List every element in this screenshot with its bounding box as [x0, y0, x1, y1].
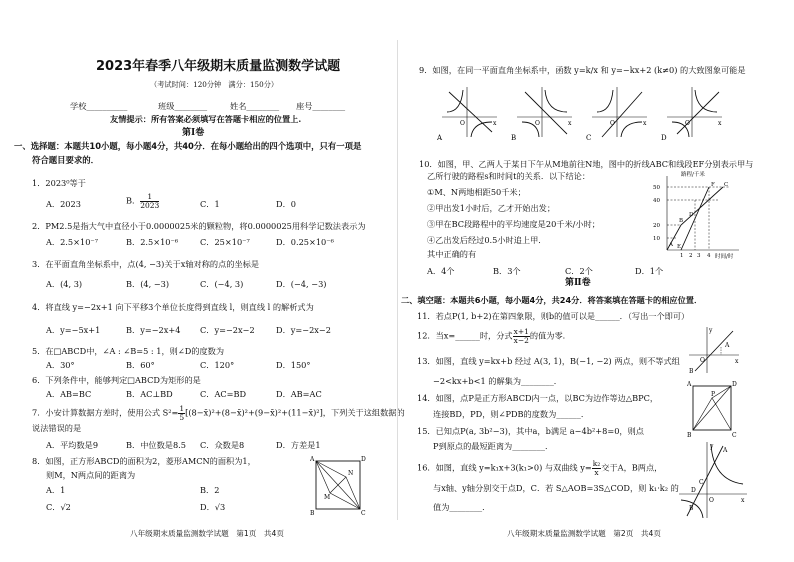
svg-text:B: B: [687, 432, 692, 438]
q4-a: A．y=−5x+1: [46, 325, 101, 335]
q3-a: A．(4, 3): [46, 279, 83, 289]
q1-a: A．2023: [46, 199, 81, 209]
q7-b: B．中位数是8.5: [126, 440, 186, 450]
svg-text:O: O: [610, 120, 615, 127]
svg-text:C: C: [724, 182, 729, 188]
svg-text:A: A: [723, 447, 728, 454]
svg-text:40: 40: [653, 198, 660, 204]
svg-text:2: 2: [689, 253, 693, 259]
notice: 友情提示：所有答案必须填写在答题卡相应的位置上.: [110, 114, 302, 124]
q5-c: C．120°: [200, 360, 235, 370]
svg-text:A: A: [725, 342, 730, 349]
part2-title: 第Ⅱ卷: [565, 278, 591, 288]
q4-c: C．y=−2x−2: [200, 325, 255, 335]
q9-opt-d: D: [661, 134, 667, 142]
svg-text:1: 1: [680, 253, 684, 259]
q4-d: D．y=−2x−2: [276, 325, 331, 335]
q13-figure: [687, 325, 742, 375]
q9-graphs: [437, 82, 737, 142]
svg-text:10: 10: [653, 236, 660, 242]
q1-stem: 1．2023⁰等于: [32, 178, 86, 188]
q2-c: C．25×10⁻⁷: [200, 237, 250, 247]
svg-text:B: B: [689, 505, 694, 512]
q8-stem-2: 则M，N两点间的距离为: [46, 470, 136, 480]
svg-text:x: x: [718, 120, 722, 127]
q10-c: C．2个: [565, 266, 593, 276]
q11: 11．若点P(1, b+2)在第四象限，则b的值可以是______．（写出一个即可）: [417, 311, 690, 321]
footer-left: 八年级期末质量监测数学试题 第1页 共4页: [130, 529, 284, 538]
label-B: B: [310, 510, 315, 517]
q5-d: D．150°: [276, 360, 311, 370]
svg-text:4: 4: [707, 253, 711, 259]
q10-a: A．4个: [427, 266, 455, 276]
q16-line-1: 16．如图，直线 y=k₁x+3(k₁>0) 与双曲线 y= $\frac{\text{k₂}}{x}$ 交于A，B两点，: [417, 459, 663, 477]
q8-a: A．1: [46, 485, 66, 495]
q2-d: D．0.25×10⁻⁶: [276, 237, 334, 247]
q6-b: B．AC⊥BD: [126, 389, 173, 399]
svg-text:x: x: [741, 497, 745, 504]
q14-line-1: 14．如图，点P是正方形ABCD内一点，以BC为边作等边△BPC，: [417, 393, 659, 403]
q12: 12．当x=______时，分式 $\frac{x+1}{x-2}$ 的值为零．: [417, 327, 571, 345]
q7-c: C．众数是8: [200, 440, 245, 450]
svg-text:x: x: [568, 120, 572, 127]
q7-stem: 7．小安计算数据方差时，使用公式 S²= $\frac{1}{5}$ [(8−x̄)²+(8−x̄)²+(9−x̄)²+(11−x̄)²]，下列关于这组数据的: [32, 404, 405, 422]
q2-a: A．2.5×10⁻⁷: [46, 237, 99, 247]
q10-item-2: ②甲出发1小时后，乙才开始出发；: [427, 203, 556, 213]
svg-text:时间/时: 时间/时: [715, 254, 734, 260]
q9-graph-b: [517, 87, 572, 137]
q10-item-4: ④乙出发后经过0.5小时追上甲．: [427, 235, 547, 245]
q9-opt-c: C: [586, 134, 592, 142]
svg-text:D: D: [732, 381, 737, 388]
svg-text:D: D: [691, 487, 696, 494]
q6-c: C．AC=BD: [200, 389, 247, 399]
q4-stem: 4．将直线 y=−2x+1 向下平移3个单位长度得到直线 l，则直线 l 的解析式为: [32, 302, 314, 312]
svg-text:C: C: [732, 432, 737, 438]
q9-graph-c: [592, 87, 647, 137]
q10-item-3: ③甲在BC段路程中的平均速度是20千米/小时；: [427, 219, 600, 229]
q9-stem: 9．如图，在同一平面直角坐标系中，函数 y=k/x 和 y=−kx+2 (k≠0) 的大致图象可能是: [419, 65, 746, 75]
q3-b: B．(4, −3): [126, 279, 170, 289]
label-N: N: [348, 470, 354, 477]
label-C: C: [361, 510, 366, 517]
q7-a: A．平均数是9: [46, 440, 99, 450]
svg-text:x: x: [493, 120, 497, 127]
q5-stem: 5．在□ABCD中，∠A : ∠B=5 : 1，则∠D的度数为: [32, 346, 225, 356]
section1-title-1: 一、选择题：本题共10小题，每小题4分，共40分．在每小题给出的四个选项中，只有一项是: [14, 141, 362, 151]
q6-stem: 6．下列条件中，能够判定□ABCD为矩形的是: [32, 375, 201, 385]
q1-d: D．0: [276, 199, 296, 209]
svg-text:A: A: [687, 381, 692, 388]
q9-graph-a: [442, 87, 497, 137]
q10-b: B．3个: [493, 266, 521, 276]
svg-text:O: O: [460, 120, 465, 127]
svg-text:x: x: [735, 358, 739, 365]
q6-a: A．AB=BC: [46, 389, 92, 399]
svg-text:20: 20: [653, 223, 660, 229]
svg-text:B: B: [679, 218, 684, 224]
svg-text:O: O: [709, 497, 714, 504]
q16-line-3: 值为________．: [433, 502, 491, 512]
svg-text:O: O: [700, 357, 705, 364]
q8-figure: [310, 455, 366, 517]
svg-text:C: C: [699, 479, 704, 486]
svg-text:P: P: [711, 391, 716, 398]
svg-text:O: O: [535, 120, 540, 127]
q10-graph: [649, 170, 745, 260]
q5-b: B．60°: [126, 360, 155, 370]
q10-stem-3: 其中正确的有: [427, 249, 477, 259]
q10-stem-2: 乙所行驶的路程s和时间t的关系．以下结论：: [427, 171, 591, 181]
q10-d: D．1个: [635, 266, 664, 276]
q16-line-2: 与x轴、y轴分别交于点D，C．若 S△AOB=3S△COD，则 k₁·k₂ 的: [433, 483, 679, 493]
page-2: [397, 0, 794, 562]
svg-text:E: E: [677, 244, 682, 250]
q9-opt-a: A: [437, 134, 443, 142]
q6-d: D．AB=AC: [276, 389, 322, 399]
svg-text:y: y: [710, 443, 714, 450]
field-name: 姓名________: [230, 101, 280, 111]
q14-line-2: 连接BD，PD，则∠PDB的度数为______．: [433, 409, 590, 419]
field-class: 班级________: [158, 101, 208, 111]
svg-text:路程/千米: 路程/千米: [681, 172, 705, 178]
q1-c: C．1: [200, 199, 220, 209]
q9-graph-d: [667, 87, 722, 137]
svg-text:x: x: [643, 120, 647, 127]
q8-b: B．2: [200, 485, 220, 495]
q13-line-1: 13．如图，直线 y=kx+b 经过 A(3, 1)，B(−1, −2) 两点，则不等式组: [417, 356, 680, 366]
q7-d: D．方差是1: [276, 440, 321, 450]
q15-line-1: 15．已知点P(a, 3b²−3)，其中a，b满足 a−4b²+8=0，则点: [417, 426, 644, 436]
svg-text:B: B: [689, 368, 694, 375]
q8-d: D．√3: [200, 502, 226, 512]
q2-b: B．2.5×10⁻⁶: [126, 237, 179, 247]
svg-text:A: A: [669, 242, 673, 248]
q15-line-2: P到原点的最短距离为________．: [433, 441, 554, 451]
q3-c: C．(−4, 3): [200, 279, 244, 289]
svg-text:y: y: [709, 327, 713, 334]
page-divider: [397, 40, 398, 520]
svg-text:F: F: [711, 182, 715, 188]
q3-d: D．(−4, −3): [276, 279, 327, 289]
q5-a: A．30°: [46, 360, 75, 370]
q2-stem: 2．PM2.5是指大气中直径小于0.0000025米的颗粒物，将0.0000025用科学记数法表示为: [32, 221, 366, 231]
q4-b: B．y=−2x+4: [126, 325, 181, 335]
label-M: M: [324, 494, 331, 501]
section1-title-2: 符合题目要求的．: [32, 155, 99, 165]
q10-stem-1: 10．如图，甲、乙两人于某日下午从M地前往N地，图中的折线ABC和线段EF分别表示甲与: [419, 159, 754, 169]
part1-title: 第Ⅰ卷: [182, 128, 205, 138]
q10-item-1: ①M、N两地相距50千米；: [427, 187, 526, 197]
section2-title: 二、填空题：本题共6小题，每小题4分，共24分．将答案填在答题卡的相应位置．: [401, 295, 703, 305]
label-D: D: [361, 456, 366, 463]
svg-text:D: D: [689, 212, 694, 218]
exam-info: （考试时间：120分钟 满分：150分）: [150, 80, 279, 89]
label-A: A: [310, 456, 315, 463]
svg-text:50: 50: [653, 185, 660, 191]
svg-text:3: 3: [697, 253, 701, 259]
q3-stem: 3．在平面直角坐标系中，点(4, −3)关于x轴对称的点的坐标是: [32, 259, 260, 269]
footer-right: 八年级期末质量监测数学试题 第2页 共4页: [507, 529, 661, 538]
q13-line-2: −2<kx+b<1 的解集为________．: [433, 376, 562, 386]
svg-text:O: O: [685, 120, 690, 127]
exam-title: 2023年春季八年级期末质量监测数学试题: [96, 59, 341, 74]
q14-figure: [687, 380, 737, 438]
q7-stem-2: 说法错误的是: [32, 423, 82, 433]
q9-opt-b: B: [511, 134, 517, 142]
q16-figure: [677, 440, 749, 520]
q8-stem: 8．如图，正方形ABCD的面积为2，菱形AMCN的面积为1，: [32, 456, 256, 466]
field-seat: 座号________: [296, 101, 346, 111]
field-school: 学校__________: [70, 101, 128, 111]
q1-b: B． $\frac{1}{2023}$: [126, 192, 160, 210]
q8-c: C．√2: [46, 502, 71, 512]
